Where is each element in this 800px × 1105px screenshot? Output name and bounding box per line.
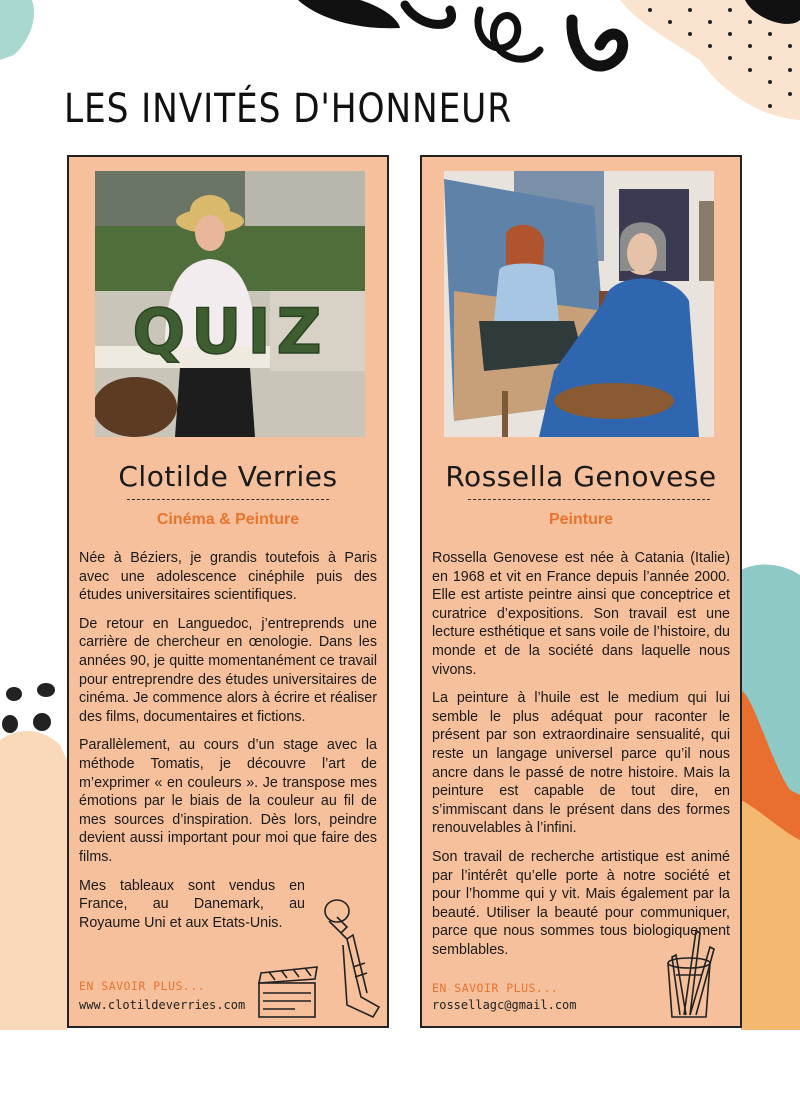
guest-card-clotilde <box>67 155 389 1028</box>
bio-paragraph: Rossella Genovese est née à Catania (Italie) en 1968 et vit en France depuis l’année 2000. Elle est artiste peintre ainsi que conceptrice et curatrice d’expositions. Son travail est une lecture esthétique et sans voile de l’histoire, du monde et de la société dans laquelle nous vivons. <box>432 550 730 678</box>
bio-paragraph: La peinture à l’huile est le medium qui lui semble le plus adéquat pour raconter le présent par son extraordinaire sensualité, qui reste un langage universel parce qu’il nous ancre dans le passé de notre histoire. Mais la peinture est capable de tout dire, en s’immiscant dans le présent dans des formes renouvelables à l’infini. <box>432 690 730 837</box>
bio-paragraph: Née à Béziers, je grandis toutefois à Paris avec une adolescence cinéphile puis des études universitaires scientifiques. <box>79 550 377 604</box>
guest-photo-rossella <box>444 171 714 437</box>
website-link[interactable]: www.clotildeverries.com <box>79 998 246 1012</box>
guest-bio <box>79 549 377 942</box>
guest-discipline: Cinéma & Peinture <box>156 511 300 528</box>
bio-paragraph: Mes tableaux sont vendus en France, au Danemark, au Royaume Uni et aux Etats-Unis. <box>79 877 305 931</box>
guest-name: Clotilde Verries <box>118 460 338 493</box>
brush-jar-icon <box>662 927 718 1023</box>
divider <box>468 499 710 500</box>
guest-bio <box>432 549 730 969</box>
more-info-label: EN SAVOIR PLUS... <box>79 979 206 993</box>
photo-quiz-text: QUIZ <box>132 295 328 368</box>
page-title: LES INVITÉS D'HONNEUR <box>64 86 512 132</box>
more-info-label: EN SAVOIR PLUS... <box>432 981 559 995</box>
guest-photo-clotilde <box>95 171 365 437</box>
bio-paragraph: De retour en Languedoc, j’entreprends une carrière de chercheur en œnologie. Dans les années 90, je quitte momentanément ce travail pour entreprendre des études universitaires de cinéma. Je commence alors à écrire et réaliser des films, documentaires et fictions. <box>79 615 377 725</box>
bio-paragraph: Parallèlement, au cours d’un stage avec la méthode Tomatis, je découvre l’art de m’exprimer « en couleurs ». Je transpose mes émotions par le biais de la couleur au fil de mes sources d’inspiration. Dès lors, peindre devient aussi important pour moi que faire des films. <box>79 737 377 865</box>
email-link[interactable]: rossellagc@gmail.com <box>432 998 577 1012</box>
divider <box>127 499 329 500</box>
bio-paragraph: Son travail de recherche artistique est animé par l’intérêt qu’elle porte à notre société et pour l’homme qui y vit. Mais également par la beauté. Utiliser la beauté pour communiquer, parce que nous sommes tous biologiquement semblables. <box>432 848 730 958</box>
clapperboard-icon <box>255 965 321 1021</box>
paint-tube-icon <box>317 897 387 1022</box>
guest-discipline: Peinture <box>548 511 613 528</box>
guest-card-rossella <box>420 155 742 1028</box>
guest-name: Rossella Genovese <box>445 460 717 493</box>
